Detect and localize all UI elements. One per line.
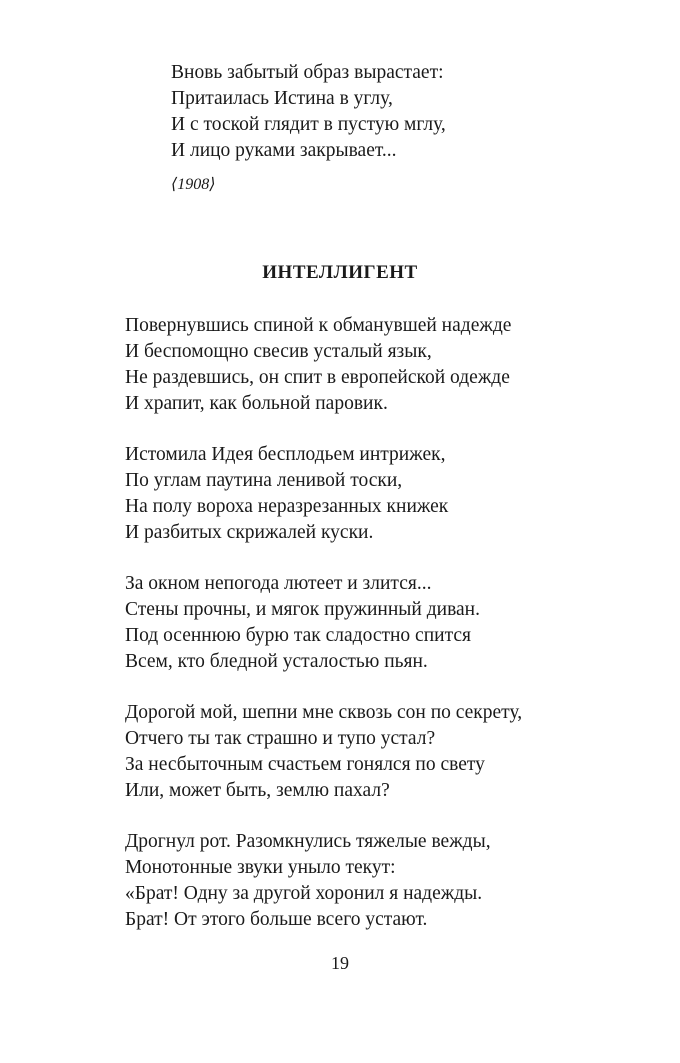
verse-line: На полу вороха неразрезанных книжек <box>125 496 449 517</box>
verse-line: Притаилась Истина в углу, <box>171 88 393 109</box>
verse-line: И с тоской глядит в пустую мглу, <box>171 114 446 135</box>
verse-line: Или, может быть, землю пахал? <box>125 780 390 801</box>
verse-line: Не раздевшись, он спит в европейской одежде <box>125 367 510 388</box>
verse-line: За окном непогода лютеет и злится... <box>125 573 432 594</box>
poem-date: ⟨1908⟩ <box>171 176 216 193</box>
verse-line: По углам паутина ленивой тоски, <box>125 470 403 491</box>
verse-line: «Брат! Одну за другой хоронил я надежды. <box>125 883 483 904</box>
verse-line: За несбыточным счастьем гонялся по свету <box>125 754 485 775</box>
verse-line: Под осеннюю бурю так сладостно спится <box>125 625 471 646</box>
verse-line: Всем, кто бледной усталостью пьян. <box>125 651 428 672</box>
verse-line: Дорогой мой, шепни мне сквозь сон по секрету, <box>125 702 523 723</box>
verse-line: Истомила Идея бесплодьем интрижек, <box>125 444 446 465</box>
verse-line: Монотонные звуки уныло текут: <box>125 857 396 878</box>
verse-line: Отчего ты так страшно и тупо устал? <box>125 728 436 749</box>
verse-line: Брат! От этого больше всего устают. <box>125 909 428 930</box>
verse-line: Вновь забытый образ вырастает: <box>171 62 444 83</box>
verse-line: И храпит, как больной паровик. <box>125 393 388 414</box>
poem-title: ИНТЕЛЛИГЕНТ <box>262 262 418 283</box>
previous-poem-ending <box>171 60 446 194</box>
stanza <box>125 313 522 417</box>
stanza <box>125 571 522 675</box>
page-number: 19 <box>331 953 349 973</box>
verse-line: И лицо руками закрывает... <box>171 140 397 161</box>
stanza <box>125 829 522 933</box>
verse-line: Стены прочны, и мягок пружинный диван. <box>125 599 480 620</box>
stanza <box>125 442 522 546</box>
verse-line: Повернувшись спиной к обманувшей надежде <box>125 315 512 336</box>
poem-body <box>125 313 522 958</box>
verse-line: Дрогнул рот. Разомкнулись тяжелые вежды, <box>125 831 491 852</box>
verse-line: И беспомощно свесив усталый язык, <box>125 341 432 362</box>
stanza <box>125 700 522 804</box>
verse-line: И разбитых скрижалей куски. <box>125 522 374 543</box>
